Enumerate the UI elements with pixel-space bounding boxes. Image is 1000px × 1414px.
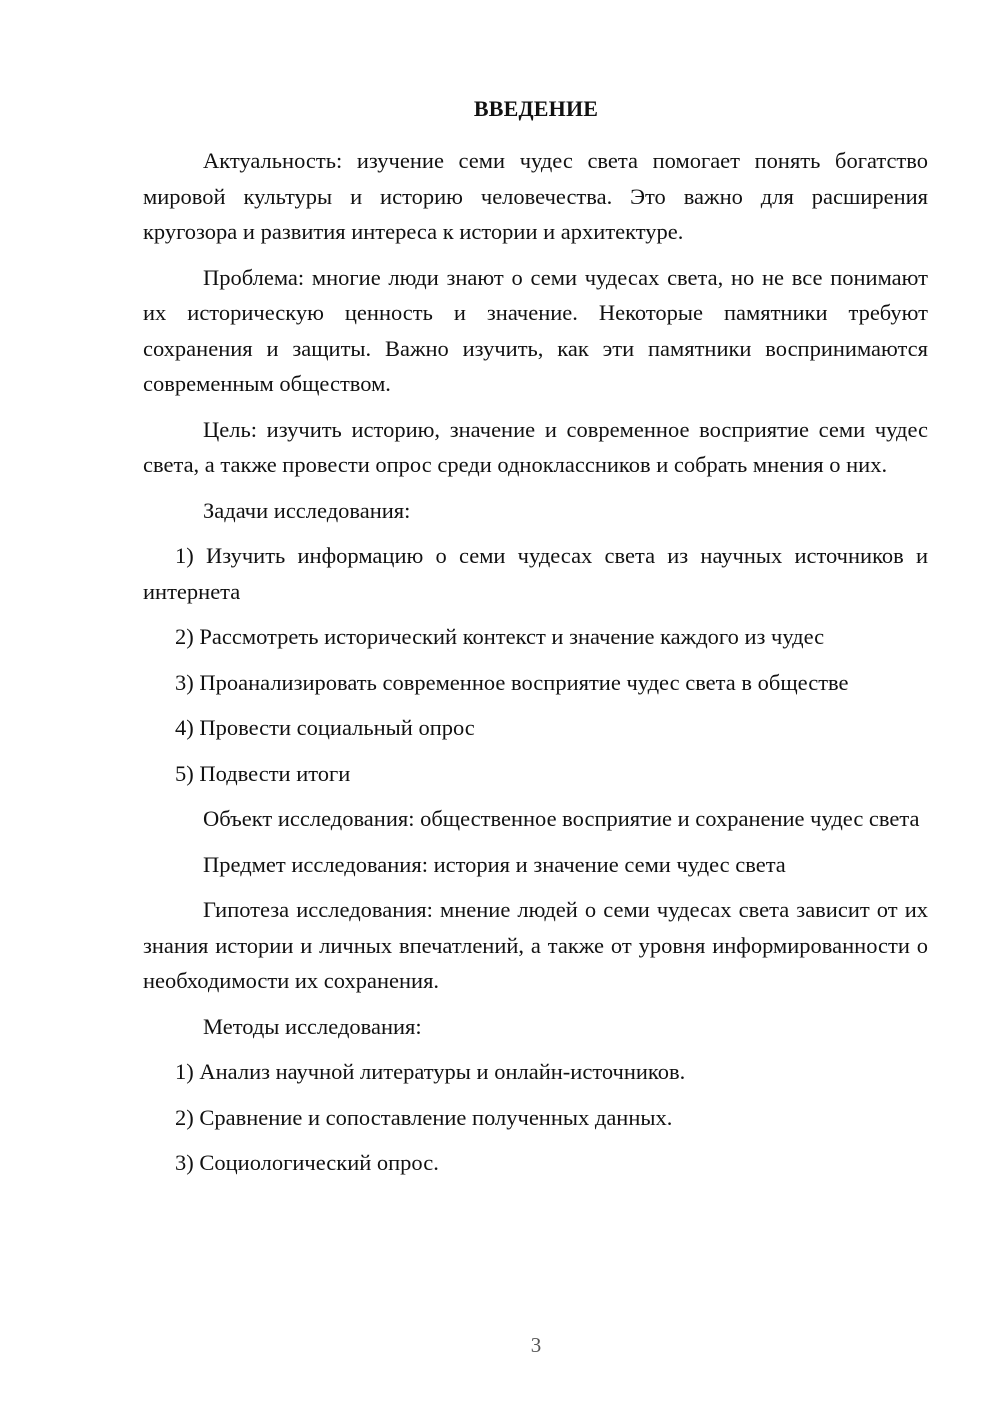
- task-item: 3) Проанализировать современное восприятие чудес света в обществе: [175, 669, 849, 695]
- section-title: ВВЕДЕНИЕ: [473, 96, 599, 121]
- method-item: 1) Анализ научной литературы и онлайн-источников.: [175, 1059, 686, 1084]
- subject-paragraph: Предмет исследования: история и значение семи чудес света: [203, 851, 786, 877]
- section-body: [143, 143, 928, 1191]
- methods-heading: Методы исследования:: [203, 1013, 422, 1039]
- task-item: 1) Изучить информацию о семи чудесах света из научных источников и интернета: [143, 543, 928, 604]
- relevance-paragraph: Актуальность: изучение семи чудес света помогает понять богатство мировой культуры и историю человечества. Это важно для расширения кругозора и развития интереса к истории и архитектуре.: [143, 148, 928, 244]
- hypothesis-paragraph: Гипотеза исследования: мнение людей о семи чудесах света зависит от их знания истории и личных впечатлений, а также от уровня информированности о необходимости их сохранения.: [143, 897, 928, 993]
- task-item: 5) Подвести итоги: [175, 760, 351, 786]
- problem-paragraph: Проблема: многие люди знают о семи чудесах света, но не все понимают их историческую ценность и значение. Некоторые памятники требуют сохранения и защиты. Важно изучить, как эти памятники воспринимаются современным обществом.: [143, 264, 928, 396]
- method-item: 2) Сравнение и сопоставление полученных данных.: [175, 1104, 673, 1130]
- object-paragraph: Объект исследования: общественное восприятие и сохранение чудес света: [203, 806, 920, 831]
- task-item: 2) Рассмотреть исторический контекст и значение каждого из чудес: [175, 624, 825, 649]
- tasks-heading: Задачи исследования:: [203, 497, 411, 523]
- method-item: 3) Социологический опрос.: [175, 1150, 439, 1175]
- goal-paragraph: Цель: изучить историю, значение и современное восприятие семи чудес света, а также провести опрос среди одноклассников и собрать мнения о них.: [143, 416, 928, 477]
- task-item: 4) Провести социальный опрос: [175, 715, 475, 740]
- page-number: 3: [530, 1333, 542, 1357]
